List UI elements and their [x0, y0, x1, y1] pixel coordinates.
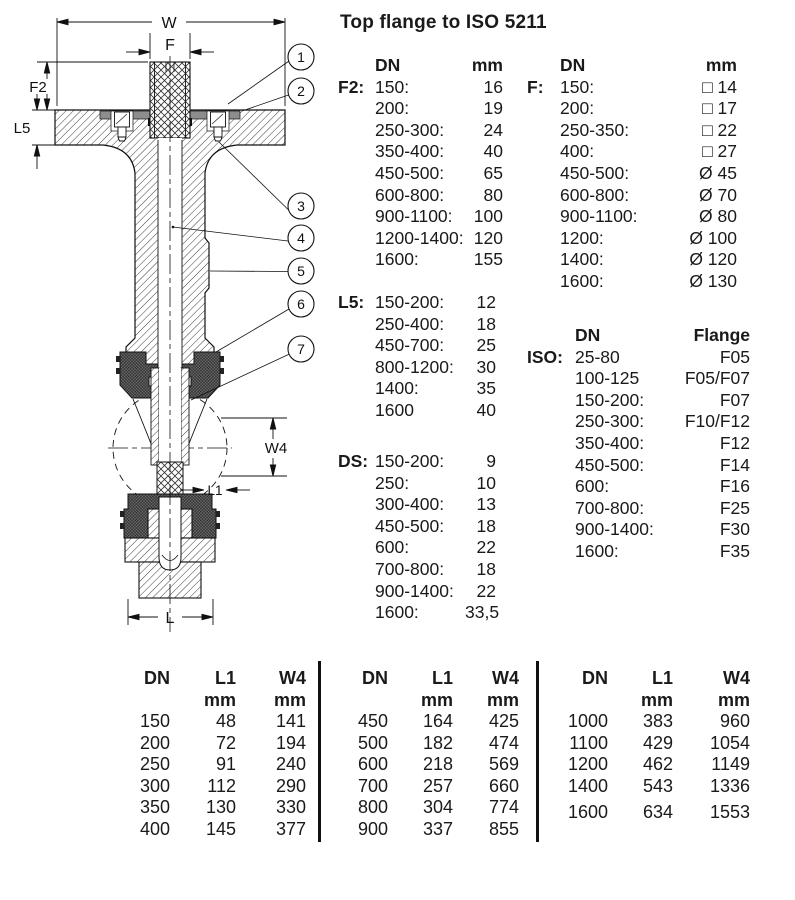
table-row: 250-350: □ 22	[560, 119, 737, 140]
callout-2: 2	[297, 83, 305, 99]
table-row: 1400: 35	[375, 378, 496, 399]
callout-6: 6	[297, 296, 305, 312]
table-row: ISO: 25-80 F05	[527, 346, 750, 367]
dimension-table-group-2	[338, 668, 519, 840]
table-row: 900-1100: 100	[375, 206, 503, 227]
table-row: 1200-1400: 120	[375, 227, 503, 248]
table-row: 200: □ 17	[560, 98, 737, 119]
callout-7: 7	[297, 341, 305, 357]
f-spec-table	[527, 55, 737, 293]
dim-label-l5: L5	[13, 120, 31, 137]
callout-5: 5	[297, 263, 305, 279]
table-row: 200: 19	[375, 98, 503, 119]
table-row: 450-700: 25	[375, 335, 496, 356]
table-row: 400: □ 27	[560, 141, 737, 162]
table-row: 1600: 33,5	[375, 602, 500, 623]
dim-label-f: F	[165, 37, 175, 54]
table-header	[527, 55, 737, 77]
dim-label-w: W	[161, 15, 177, 32]
table-row: 350 130 330	[139, 797, 306, 817]
table-row: 350-400: 40	[375, 141, 503, 162]
col-flange: Flange	[693, 325, 750, 345]
table-row: 450-500: Ø 45	[560, 162, 737, 183]
table-header: DN L1 W4	[362, 668, 519, 688]
table-row: 1200 462 1149	[567, 754, 750, 774]
table-row: 600-800: Ø 70	[560, 184, 737, 205]
table-row: F: 150: □ 14	[527, 76, 737, 97]
table-row: 450-500: 18	[375, 515, 496, 536]
table-row: 200 72 194	[139, 732, 306, 753]
table-row: 250 91 240	[139, 754, 306, 774]
table-row: 700 257 660	[357, 775, 519, 796]
ds-spec-table	[338, 451, 500, 624]
table-row: 700-800: 18	[375, 558, 496, 579]
table-row: 700-800: F25	[575, 497, 750, 518]
table-header	[527, 325, 750, 347]
table-row: 250-300: 24	[375, 119, 503, 140]
table-units-row: mm mm	[203, 689, 306, 710]
table-row: 900-1400: 22	[375, 580, 496, 601]
table-row: 600: F16	[575, 476, 750, 497]
table-row: 1600 40	[375, 399, 496, 420]
table-row: 800 304 774	[357, 797, 519, 817]
table-row: 250: 10	[375, 472, 496, 493]
table-row: 150-200: F07	[575, 389, 750, 410]
col-mm: mm	[471, 55, 503, 75]
table-divider	[536, 661, 539, 842]
table-row: 1600 634 1553	[567, 802, 750, 822]
table-row: 600-800: 80	[375, 184, 503, 205]
dimension-table-group-3	[555, 668, 750, 824]
table-row: 900-1400: F30	[575, 519, 750, 540]
table-row: 100-125 F05/F07	[575, 368, 750, 389]
table-header: DN L1 W4	[582, 668, 750, 688]
table-row: 500 182 474	[357, 732, 519, 753]
dim-label-f2: F2	[29, 79, 47, 96]
col-mm: mm	[705, 55, 737, 75]
table-row: L5: 150-200: 12	[338, 292, 496, 312]
table-row: F2: 150: 16	[338, 76, 503, 97]
stem-tube-wall-left	[151, 368, 159, 465]
col-dn: DN	[560, 55, 586, 75]
page-title: Top flange to ISO 5211	[340, 12, 547, 33]
table-row: 600 218 569	[357, 754, 519, 774]
dim-label-l1: L1	[207, 483, 223, 498]
iso-spec-table	[527, 325, 750, 563]
stem-tube-wall-right	[181, 368, 189, 465]
f2-spec-table	[338, 55, 503, 271]
table-row: 250-400: 18	[375, 313, 496, 334]
table-row: 300 112 290	[139, 775, 306, 796]
table-row: 450-500: F14	[575, 454, 750, 475]
table-header: DN L1 W4	[144, 668, 306, 688]
table-row: 1600: Ø 130	[560, 270, 737, 291]
table-row: 1100 429 1054	[569, 732, 750, 753]
table-divider	[318, 661, 321, 842]
table-row: 1600: F35	[575, 540, 750, 561]
table-header	[338, 55, 503, 77]
col-dn: DN	[575, 325, 601, 345]
col-dn: DN	[375, 55, 401, 75]
l5-spec-table	[338, 292, 496, 422]
table-row: 450 164 425	[357, 711, 519, 731]
table-row: 1400 543 1336	[567, 775, 750, 796]
table-row: 450-500: 65	[375, 162, 503, 183]
table-row: 900-1100: Ø 80	[560, 206, 737, 227]
dim-label-w4: W4	[264, 440, 288, 457]
table-row: 400 145 377	[139, 818, 306, 839]
dim-label-l: L	[165, 610, 175, 627]
callout-1: 1	[297, 49, 305, 65]
valve-cross-section-drawing	[0, 0, 340, 660]
table-row: 1400: Ø 120	[560, 249, 737, 270]
table-row: DS: 150-200: 9	[338, 451, 496, 471]
callout-3: 3	[297, 198, 305, 214]
table-row: 1000 383 960	[567, 711, 750, 731]
callout-4: 4	[297, 230, 305, 246]
table-row: 1200: Ø 100	[560, 227, 737, 248]
table-row: 350-400: F12	[575, 432, 750, 453]
table-row: 250-300: F10/F12	[575, 411, 750, 432]
table-row: 1600: 155	[375, 249, 503, 270]
table-units-row: mm mm	[420, 689, 519, 710]
table-units-row: mm mm	[640, 689, 750, 710]
table-row: 300-400: 13	[375, 494, 496, 515]
table-row: 600: 22	[375, 537, 496, 558]
table-row: 150 48 141	[139, 711, 306, 731]
table-row: 800-1200: 30	[375, 356, 496, 377]
table-row: 900 337 855	[357, 818, 519, 839]
dimension-table-group-1	[120, 668, 306, 840]
callout-balloons	[288, 44, 314, 362]
